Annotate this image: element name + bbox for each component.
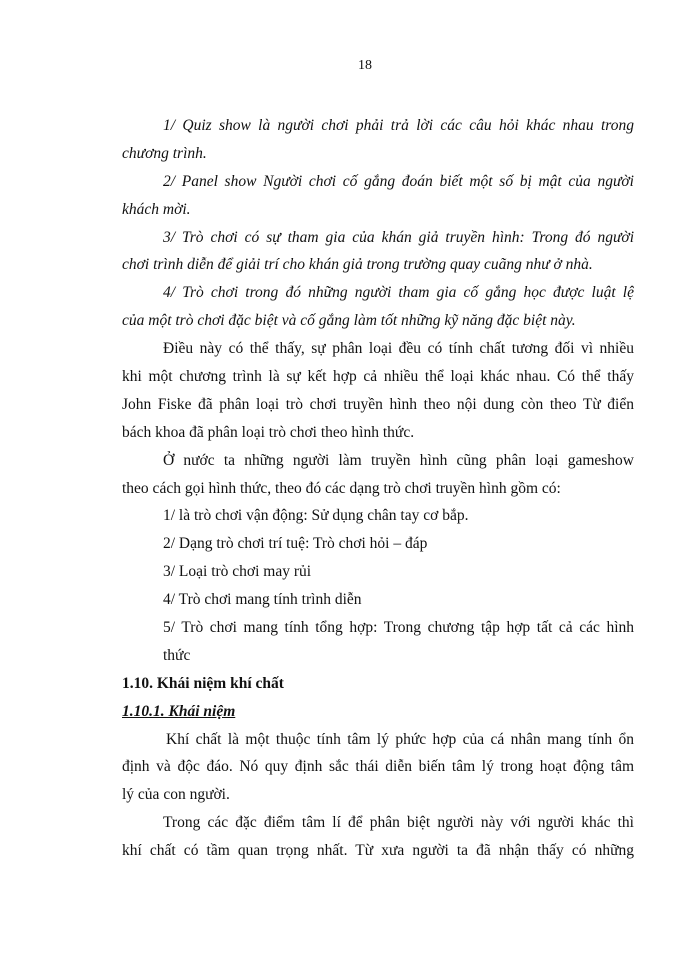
text-line: của một trò chơi đặc biệt và cố gắng làm tốt những kỹ năng đặc biệt này. (122, 312, 576, 330)
text-line: 4/ Trò chơi mang tính trình diễn (163, 591, 362, 609)
text-line: thức (163, 646, 191, 664)
text-line: 2/ Dạng trò chơi trí tuệ: Trò chơi hỏi – đáp (163, 535, 428, 553)
text-line: lý của con người. (122, 786, 230, 804)
document-body (122, 112, 634, 865)
text-line: 4/ Trò chơi trong đó những người tham gia cố gắng học được luật lệ (163, 284, 634, 302)
text-line: bách khoa đã phân loại trò chơi theo hình thức. (122, 423, 415, 441)
text-line: 5/ Trò chơi mang tính tổng hợp: Trong chương tập hợp tất cả các hình (163, 619, 634, 637)
text-line: Ở nước ta những người làm truyền hình cũng phân loại gameshow (163, 451, 634, 469)
text-line: theo cách gọi hình thức, theo đó các dạng trò chơi truyền hình gồm có: (122, 479, 561, 497)
text-line: 1.10.1. Khái niệm (122, 702, 236, 720)
text-line: Khí chất là một thuộc tính tâm lý phức hợp của cá nhân mang tính ổn (166, 730, 634, 748)
text-line: khí chất có tầm quan trọng nhất. Từ xưa người ta đã nhận thấy có những (122, 842, 634, 860)
text-line: khi một chương trình là sự kết hợp cả nhiều thể loại khác nhau. Có thể thấy (122, 368, 634, 386)
text-line: Trong các đặc điểm tâm lí để phân biệt người này với người khác thì (163, 814, 634, 832)
page-number: 18 (358, 58, 372, 73)
text-line: chương trình. (122, 144, 207, 162)
text-line: 2/ Panel show Người chơi cố gắng đoán biết một số bị mật của người (163, 172, 634, 190)
text-line: 1/ là trò chơi vận động: Sử dụng chân tay cơ bắp. (163, 507, 469, 525)
text-line: 3/ Trò chơi có sự tham gia của khán giả truyền hình: Trong đó người (163, 228, 634, 246)
text-line: chơi trình diễn để giải trí cho khán giả trong trường quay cuãng như ở nhà. (122, 256, 593, 274)
text-line: 3/ Loại trò chơi may rủi (163, 563, 312, 581)
text-line: định và độc đáo. Nó quy định sắc thái diễn biến tâm lý trong hoạt động tâm (122, 758, 634, 776)
text-line: Điều này có thể thấy, sự phân loại đều có tính chất tương đối vì nhiều (163, 340, 634, 358)
text-line: khách mời. (122, 200, 191, 218)
text-line: John Fiske đã phân loại trò chơi truyền hình theo nội dung còn theo Từ điển (122, 395, 634, 413)
text-line: 1/ Quiz show là người chơi phải trả lời các câu hỏi khác nhau trong (163, 117, 634, 134)
text-line: 1.10. Khái niệm khí chất (122, 674, 284, 692)
